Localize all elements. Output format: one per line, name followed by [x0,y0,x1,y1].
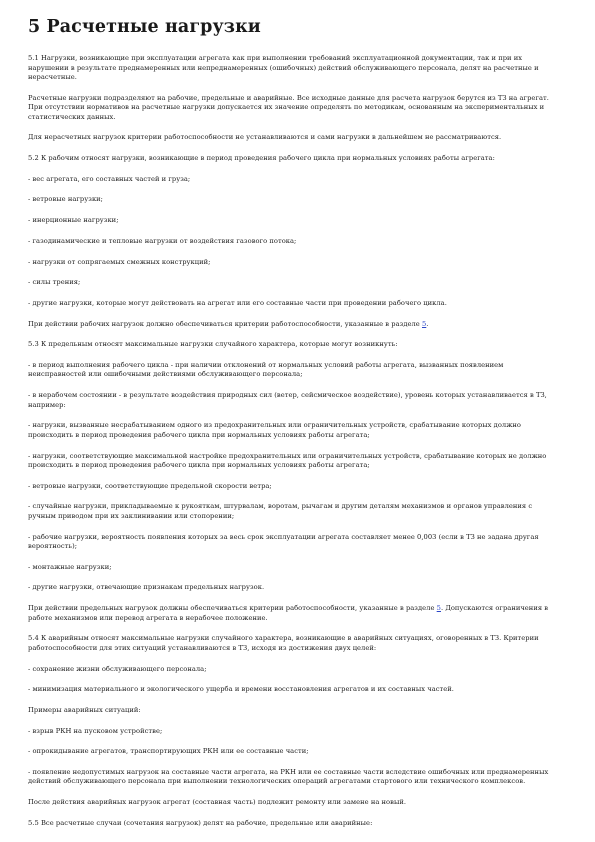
paragraph [28,361,561,380]
paragraph-text: 5.4 К аварийным относят максимальные нагрузки случайного характера, возникающие в аварийных ситуациях, оговоренных в ТЗ. Критерии работоспособности для этих ситуаций устанавливаются в ТЗ, исходя из достижения двух целей: [28,634,539,652]
paragraph [28,258,561,268]
section-title: 5 Расчетные нагрузки [28,17,261,37]
paragraph-text: 5.2 К рабочим относят нагрузки, возникающие в период проведения рабочего цикла при нормальных условиях работы агрегата: [28,154,495,163]
paragraph [28,391,561,410]
paragraph [28,94,561,123]
paragraph [28,54,561,83]
paragraph-text: - взрыв РКН на пусковом устройстве; [28,726,163,735]
section-reference-link[interactable]: 5 [436,604,441,613]
paragraph [28,216,561,226]
paragraph-text: Расчетные нагрузки подразделяют на рабочие, предельные и аварийные. Все исходные данные для расчета нагрузок берутся из ТЗ на агрегат. При отсутствии нормативов на расчетные нагрузки допускается их значение определять по методикам, основанным на экспериментальных и статистических данных. [28,93,549,121]
paragraph [28,747,561,757]
paragraph [28,563,561,573]
paragraph-text: - нагрузки от сопрягаемых смежных конструкций; [28,257,211,266]
paragraph [28,502,561,521]
paragraph-text: Примеры аварийных ситуаций: [28,705,141,714]
paragraph-text: - появление недопустимых нагрузок на составные части агрегата, на РКН или ее составные части вследствие ошибочных или преднамеренных действий обслуживающего персонала при выполнении технологических операций агрегатами стартового или технического комплексов. [28,767,549,786]
paragraph-text: - минимизация материального и экологического ущерба и времени восстановления агрегатов и их составных частей. [28,685,454,694]
paragraph-text: - монтажные нагрузки; [28,562,112,571]
paragraph [28,175,561,185]
paragraph [28,195,561,205]
paragraph-text: - нагрузки, соответствующие максимальной настройке предохранительных или ограничительных устройств, срабатывание которых не должно происходить в период проведения рабочего цикла при нормальных условиях работы агрегата; [28,451,547,469]
paragraph-text-tail: . [426,319,429,328]
paragraph [28,706,561,716]
paragraph-text: - ветровые нагрузки; [28,195,103,204]
paragraph-text: Для нерасчетных нагрузок критерии работоспособности не устанавливаются и сами нагрузки в дальнейшем не рассматриваются. [28,133,502,142]
paragraph-text: После действия аварийных нагрузок агрегат (составная часть) подлежит ремонту или замене на новый. [28,798,406,807]
paragraph-text: - вес агрегата, его составных частей и груза; [28,174,191,183]
paragraph [28,154,561,164]
paragraph-text: - опрокидывание агрегатов, транспортирующих РКН или ее составные части; [28,747,309,756]
paragraph-text: При действии рабочих нагрузок должно обеспечиваться критерии работоспособности, указанные в разделе [28,319,422,328]
paragraph [28,278,561,288]
paragraph [28,421,561,440]
paragraph [28,133,561,143]
paragraph [28,340,561,350]
paragraph [28,299,561,309]
paragraph [28,583,561,593]
paragraph [28,727,561,737]
paragraph [28,320,561,330]
paragraph [28,768,561,787]
paragraph [28,452,561,471]
paragraph-text: - ветровые нагрузки, соответствующие предельной скорости ветра; [28,481,272,490]
paragraph-text: - силы трения; [28,278,81,287]
paragraph-text: - газодинамические и тепловые нагрузки от воздействия газового потока; [28,236,297,245]
paragraph [28,237,561,247]
paragraph [28,685,561,695]
paragraph-text: 5.5 Все расчетные случаи (сочетания нагрузок) делят на рабочие, предельные или аварийные: [28,818,373,827]
paragraph-text: - в период выполнения рабочего цикла - при наличии отклонений от нормальных условий работы агрегата, вызванных появлением неисправностей или ошибочными действиями обслуживающего персонала; [28,360,504,379]
section-body [28,54,561,828]
paragraph-text: - случайные нагрузки, прикладываемые к рукояткам, штурвалам, воротам, рычагам и другим деталям механизмов и органов управления с ручным приводом при их заклинивании или стопорении; [28,502,533,520]
paragraph-text: - инерционные нагрузки; [28,216,119,225]
paragraph-text: - другие нагрузки, отвечающие признакам предельных нагрузок. [28,583,265,592]
paragraph-text: - сохранение жизни обслуживающего персонала; [28,664,207,673]
paragraph-text: - другие нагрузки, которые могут действовать на агрегат или его составные части при проведении рабочего цикла. [28,298,447,307]
paragraph [28,665,561,675]
section-reference-link[interactable]: 5 [421,319,427,328]
paragraph-text-tail: . Допускаются ограничения в работе механизмов или перевод агрегата в нерабочее положение. [28,604,549,622]
paragraph-text: - в нерабочем состоянии - в результате воздействия природных сил (ветер, сейсмическое воздействие), уровень которых устанавливается в ТЗ, например: [28,391,547,409]
paragraph-text: 5.1 Нагрузки, возникающие при эксплуатации агрегата как при выполнении требований эксплуатационной документации, так и при их нарушении в результате преднамеренных или непреднамеренных (ошибочных) действий обслуживающего персонала, делят на расчетные и нерасчетные. [28,54,539,81]
paragraph-text: При действии предельных нагрузок должны обеспечиваться критерии работоспособности, указанные в разделе [28,604,437,613]
paragraph [28,482,561,492]
paragraph [28,819,561,829]
paragraph-text: 5.3 К предельным относят максимальные нагрузки случайного характера, которые могут возникнуть: [28,340,398,349]
paragraph [28,604,561,623]
paragraph-text: - рабочие нагрузки, вероятность появления которых за весь срок эксплуатации агрегата составляет менее 0,003 (если в ТЗ не задана другая вероятность); [28,532,539,551]
paragraph [28,798,561,808]
paragraph-text: - нагрузки, вызванные несрабатыванием одного из предохранительных или ограничительных устройств, срабатывание которых должно происходить в период проведения рабочего цикла при нормальных условиях работы агрегата; [28,421,522,439]
paragraph [28,533,561,552]
paragraph [28,634,561,653]
